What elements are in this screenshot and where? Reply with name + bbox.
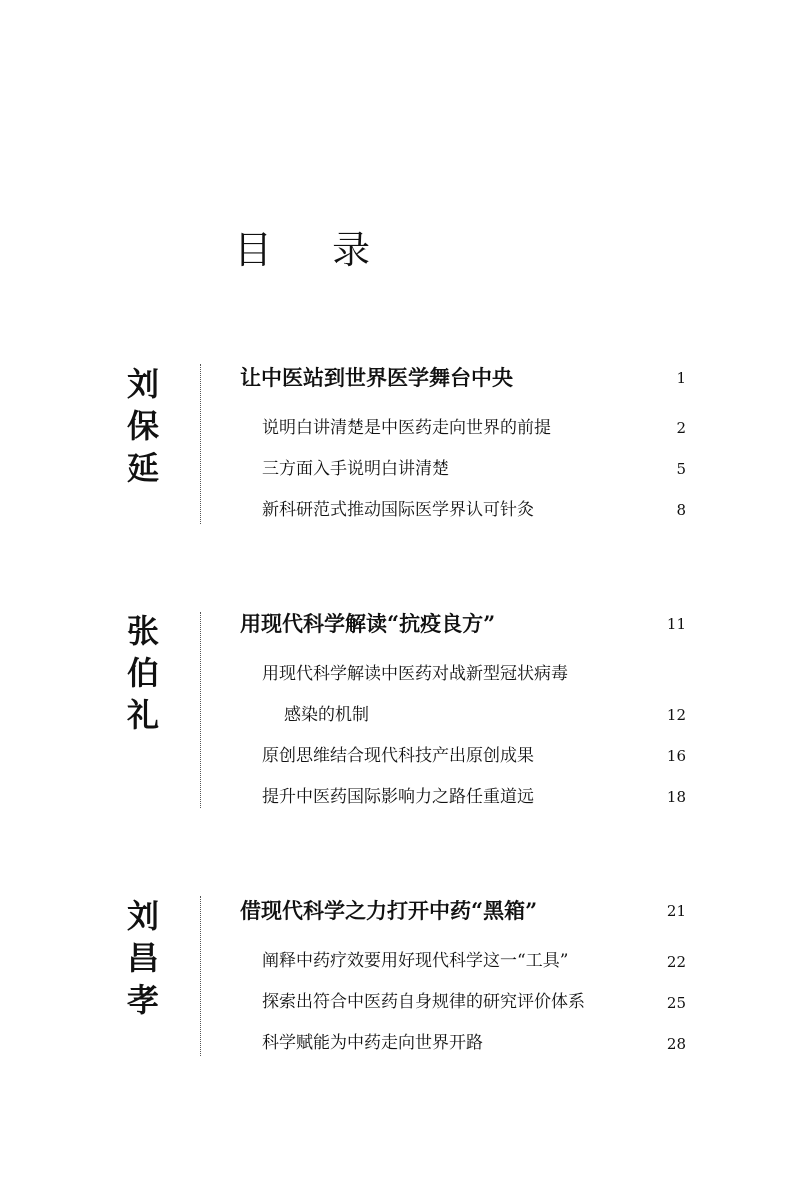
- chapter-page-number: 1: [676, 369, 686, 387]
- section-divider: [200, 612, 201, 808]
- chapter-page-number: 21: [666, 902, 686, 920]
- toc-entry[interactable]: 新科研范式推动国际医学界认可针灸: [262, 500, 534, 520]
- chapter-title[interactable]: 让中医站到世界医学舞台中央: [240, 365, 513, 390]
- author-name: [119, 363, 167, 489]
- chapter-page-number: 11: [666, 615, 686, 633]
- author-char: 礼: [126, 696, 159, 734]
- toc-entry[interactable]: 用现代科学解读中医药对战新型冠状病毒: [262, 664, 568, 684]
- entry-page-number: 25: [666, 994, 686, 1012]
- author-char: 延: [126, 449, 159, 487]
- entry-page-number: 28: [666, 1035, 686, 1053]
- chapter-title[interactable]: 借现代科学之力打开中药“黑箱”: [240, 898, 538, 923]
- author-char: 张: [126, 612, 159, 650]
- chapter-title[interactable]: 用现代科学解读“抗疫良方”: [240, 611, 496, 636]
- entry-page-number: 12: [666, 706, 686, 724]
- toc-entry[interactable]: 阐释中药疗效要用好现代科学这一“工具”: [262, 951, 569, 971]
- author-char: 刘: [126, 897, 159, 935]
- entry-page-number: 2: [676, 419, 686, 437]
- toc-entry[interactable]: 科学赋能为中药走向世界开路: [262, 1033, 483, 1053]
- toc-entry[interactable]: 说明白讲清楚是中医药走向世界的前提: [262, 418, 551, 438]
- toc-entry[interactable]: 原创思维结合现代科技产出原创成果: [262, 746, 534, 766]
- author-name: [119, 895, 167, 1021]
- author-name: [119, 610, 167, 736]
- toc-entry[interactable]: 三方面入手说明白讲清楚: [262, 459, 449, 479]
- page-title: 目 录: [234, 228, 395, 272]
- entry-page-number: 22: [666, 953, 686, 971]
- toc-entry-continuation[interactable]: 感染的机制: [284, 705, 369, 725]
- author-char: 刘: [126, 365, 159, 403]
- author-char: 保: [126, 407, 159, 445]
- toc-entry[interactable]: 提升中医药国际影响力之路任重道远: [262, 787, 534, 807]
- author-char: 孝: [126, 981, 159, 1019]
- entry-page-number: 5: [676, 460, 686, 478]
- entry-page-number: 16: [666, 747, 686, 765]
- entry-page-number: 18: [666, 788, 686, 806]
- author-char: 昌: [126, 939, 159, 977]
- entry-page-number: 8: [676, 501, 686, 519]
- section-divider: [200, 364, 201, 524]
- author-char: 伯: [126, 654, 159, 692]
- section-divider: [200, 896, 201, 1056]
- toc-entry[interactable]: 探索出符合中医药自身规律的研究评价体系: [262, 992, 585, 1012]
